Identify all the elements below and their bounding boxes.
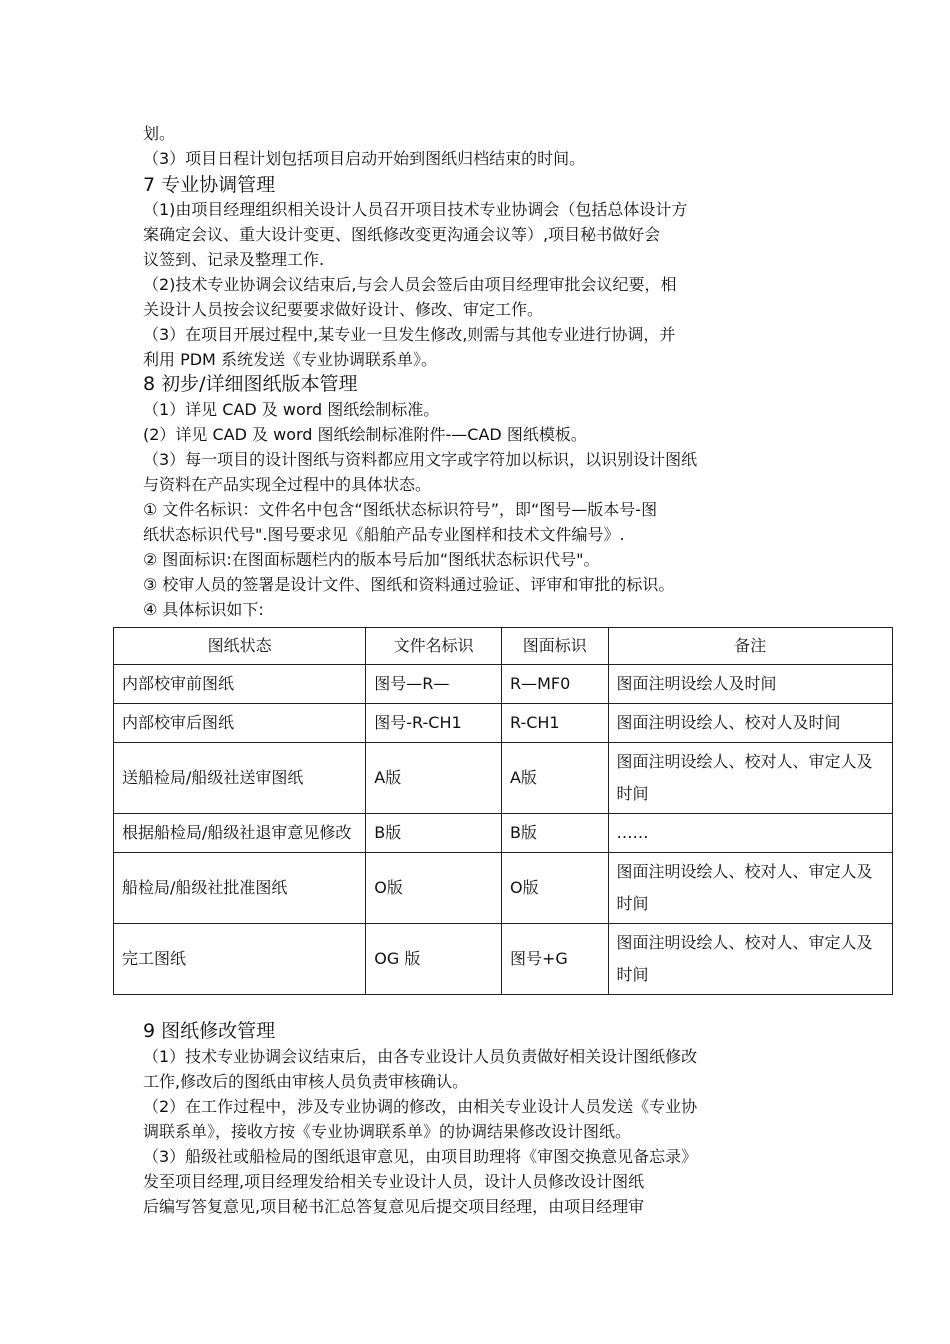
table-row — [114, 924, 893, 995]
text-line: 与资料在产品实现全过程中的具体状态。 — [143, 475, 432, 494]
table-cell: 图面注明设绘人、校对人、审定人及时间 — [608, 924, 892, 995]
table-cell: A版 — [366, 743, 502, 814]
table-cell: 船检局/船级社批准图纸 — [114, 853, 366, 924]
text-line: （3）项目日程计划包括项目启动开始到图纸归档结束的时间。 — [143, 149, 586, 168]
text-line: 后编写答复意见,项目秘书汇总答复意见后提交项目经理，由项目经理审 — [143, 1197, 645, 1216]
text-line: (2）详见 CAD 及 word 图纸绘制标准附件-—CAD 图纸模板。 — [143, 425, 587, 444]
table-cell: OG 版 — [366, 924, 502, 995]
text-line: （2）在工作过程中，涉及专业协调的修改，由相关专业设计人员发送《专业协 — [143, 1097, 698, 1116]
table-cell: 图面注明设绘人、校对人、审定人及时间 — [608, 743, 892, 814]
table-row — [114, 853, 893, 924]
table-cell: O版 — [501, 853, 608, 924]
section-heading-9: 9 图纸修改管理 — [143, 1020, 276, 1042]
table-cell: 图面注明设绘人及时间 — [608, 665, 892, 704]
text-line: ① 文件名标识：文件名中包含“图纸状态标识符号”，即“图号—版本号-图 — [143, 500, 658, 519]
table-cell: R—MF0 — [501, 665, 608, 704]
section-heading-8: 8 初步/详细图纸版本管理 — [143, 373, 358, 395]
table-cell: 根据船检局/船级社退审意见修改 — [114, 814, 366, 853]
text-line: （3）每一项目的设计图纸与资料都应用文字或字符加以标识，以识别设计图纸 — [143, 450, 698, 469]
table-cell: 送船检局/船级社送审图纸 — [114, 743, 366, 814]
text-line: （3）在项目开展过程中,某专业一旦发生修改,则需与其他专业进行协调，并 — [143, 325, 676, 344]
table-cell: R-CH1 — [501, 704, 608, 743]
table-header: 图面标识 — [501, 628, 608, 665]
text-line: 划。 — [143, 124, 176, 143]
drawing-status-table — [113, 627, 893, 995]
text-line: 工作,修改后的图纸由审核人员负责审核确认。 — [143, 1072, 469, 1091]
table-row — [114, 665, 893, 704]
table-cell: O版 — [366, 853, 502, 924]
text-line: 利用 PDM 系统发送《专业协调联系单》。 — [143, 350, 437, 369]
table-cell: 完工图纸 — [114, 924, 366, 995]
text-line: （1)由项目经理组织相关设计人员召开项目技术专业协调会（包括总体设计方 — [143, 200, 688, 219]
table-cell: 图号-R-CH1 — [366, 704, 502, 743]
text-line: （2)技术专业协调会议结束后,与会人员会签后由项目经理审批会议纪要，相 — [143, 275, 677, 294]
table-row — [114, 743, 893, 814]
table-header: 图纸状态 — [114, 628, 366, 665]
table-header: 备注 — [608, 628, 892, 665]
table-cell: 图号+G — [501, 924, 608, 995]
table-cell: 图号—R— — [366, 665, 502, 704]
table-header: 文件名标识 — [366, 628, 502, 665]
table-cell: 内部校审后图纸 — [114, 704, 366, 743]
table-cell: 图面注明设绘人、校对人及时间 — [608, 704, 892, 743]
table-cell: A版 — [501, 743, 608, 814]
text-line: （3）船级社或船检局的图纸退审意见，由项目助理将《审图交换意见备忘录》 — [143, 1147, 698, 1166]
table-row — [114, 704, 893, 743]
text-line: ② 图面标识:在图面标题栏内的版本号后加“图纸状态标识代号"。 — [143, 550, 600, 569]
text-line: ③ 校审人员的签署是设计文件、图纸和资料通过验证、评审和审批的标识。 — [143, 575, 675, 594]
text-line: （1）详见 CAD 及 word 图纸绘制标准。 — [143, 400, 440, 419]
text-line: 议签到、记录及整理工作. — [143, 250, 325, 269]
text-line: 案确定会议、重大设计变更、图纸修改变更沟通会议等）,项目秘书做好会 — [143, 225, 661, 244]
table-cell: B版 — [366, 814, 502, 853]
table-cell: 图面注明设绘人、校对人、审定人及时间 — [608, 853, 892, 924]
text-line: 关设计人员按会议纪要要求做好设计、修改、审定工作。 — [143, 300, 544, 319]
section-heading-7: 7 专业协调管理 — [143, 174, 276, 196]
text-line: ④ 具体标识如下: — [143, 600, 264, 619]
table-row — [114, 814, 893, 853]
text-line: （1）技术专业协调会议结束后，由各专业设计人员负责做好相关设计图纸修改 — [143, 1047, 698, 1066]
table-cell: B版 — [501, 814, 608, 853]
table-header-row — [114, 628, 893, 665]
table-cell: …… — [608, 814, 892, 853]
text-line: 发至项目经理,项目经理发给相关专业设计人员，设计人员修改设计图纸 — [143, 1172, 645, 1191]
table-cell: 内部校审前图纸 — [114, 665, 366, 704]
text-line: 纸状态标识代号".图号要求见《船舶产品专业图样和技术文件编号》. — [143, 525, 625, 544]
text-line: 调联系单》，接收方按《专业协调联系单》的协调结果修改设计图纸。 — [143, 1122, 632, 1141]
